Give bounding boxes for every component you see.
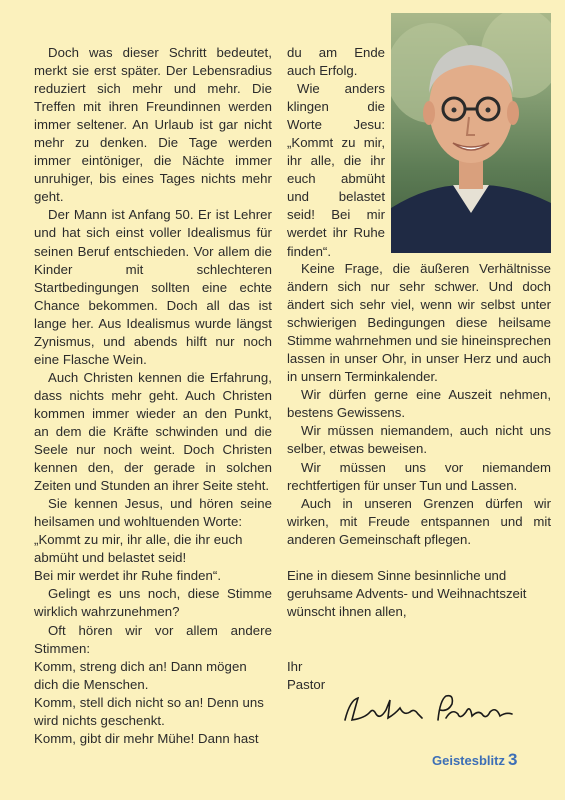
paragraph: Der Mann ist Anfang 50. Er ist Lehrer und hat sich einst voller Idealismus für seinen Beruf entschieden. Vor allem die Kinder mit schlechteren Startbedingungen sollten eine echte Chance bekommen. Doch all das ist lange her. Aus Idealismus wurde längst Zynismus, und abends hilft nur noch eine Flasche Wein.	[34, 207, 272, 367]
paragraph: Wie anders klingen die Worte Jesu: „Kommt zu mir, ihr alle, die ihr euch abmüht und belastet seid! Bei mir werdet ihr Ruhe finden“.	[287, 81, 385, 259]
portrait-illustration	[391, 13, 551, 253]
voice-line: Komm, streng dich an! Dann mögen dich die Menschen.	[34, 658, 247, 692]
spacer	[287, 549, 551, 567]
right-column-bottom	[287, 260, 551, 621]
paragraph: Wir müssen niemandem, auch nicht uns selber, etwas beweisen.	[287, 423, 551, 457]
paragraph: Wir müssen uns vor niemandem rechtfertigen für unser Tun und Lassen.	[287, 459, 551, 493]
closing-line: Pastor	[287, 677, 326, 693]
pastor-portrait-photo	[391, 13, 551, 253]
left-column	[34, 44, 272, 748]
right-column-top	[287, 44, 385, 261]
magazine-name: Geistesblitz	[432, 753, 505, 768]
paragraph: Gelingt es uns noch, diese Stimme wirklich wahrzunehmen?	[34, 586, 272, 620]
greeting-paragraph: Eine in diesem Sinne besinnliche und geruhsame Advents- und Weihnachtszeit wünscht ihnen allen,	[287, 567, 527, 619]
closing-block	[287, 658, 325, 694]
paragraph: du am Ende auch Erfolg.	[287, 45, 385, 79]
paragraph: Keine Frage, die äußeren Verhältnisse ändern sich nur sehr schwer. Und doch ändert sich sehr viel, wenn wir selbst unter schwierigen Bedingungen diese heilsame Stimme wahrnehmen und sie hineinsprechen lassen in unser Ohr, in unser Herz und auch in unsern Terminkalender.	[287, 261, 551, 385]
paragraph: Sie kennen Jesus, und hören seine heilsamen und wohltuenden Worte:	[34, 496, 272, 530]
paragraph: Doch was dieser Schritt bedeutet, merkt sie erst später. Der Lebensradius reduziert sich mehr und mehr. Die Treffen mit ihren Freundinnen werden immer seltener. An Urlaub ist gar nicht mehr zu denken. Die Tage werden immer eintöniger, die Nächte immer unruhiger, bis eines Tages nichts mehr geht.	[34, 45, 272, 205]
handwritten-signature	[340, 690, 520, 735]
quote-line: „Kommt zu mir, ihr alle, die ihr euch abmüht und belastet seid!	[34, 532, 243, 566]
page-number: 3	[507, 750, 518, 769]
voice-line: Komm, stell dich nicht so an! Denn uns wird nichts geschenkt.	[34, 694, 264, 728]
closing-line: Ihr	[287, 659, 303, 674]
page-footer	[432, 750, 517, 770]
paragraph: Auch in unseren Grenzen dürfen wir wirken, mit Freude entspannen und mit anderen Gemeinschaft pflegen.	[287, 495, 551, 547]
quote-line: Bei mir werdet ihr Ruhe finden“.	[34, 568, 222, 584]
signature-icon	[340, 690, 520, 730]
paragraph: Auch Christen kennen die Erfahrung, dass nichts mehr geht. Auch Christen kommen immer wieder an den Punkt, an dem die Kräfte schwinden und die Seele nur noch weint. Doch Christen kennen den, der gerade in solchen Zeiten und Stunden an ihrer Seite steht.	[34, 369, 272, 494]
paragraph: Wir dürfen gerne eine Auszeit nehmen, bestens Gewissens.	[287, 387, 551, 421]
paragraph: Oft hören wir vor allem andere Stimmen:	[34, 622, 272, 656]
voice-line: Komm, gibt dir mehr Mühe! Dann hast	[34, 730, 259, 746]
